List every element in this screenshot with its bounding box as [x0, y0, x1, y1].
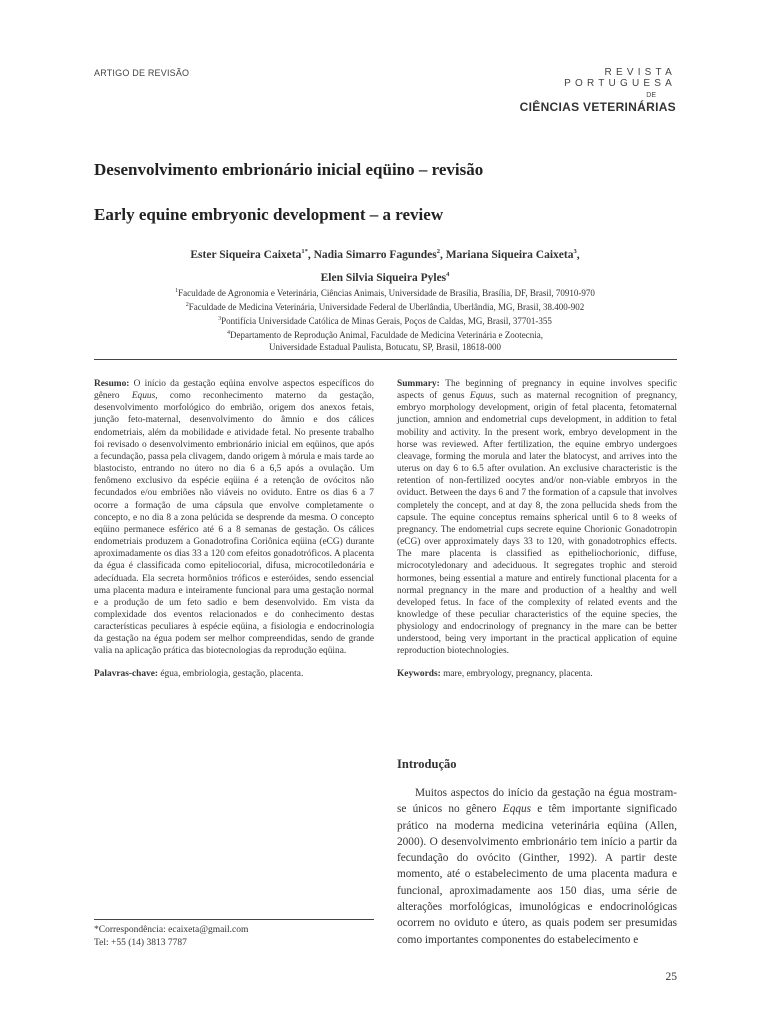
- genus-name: Eqqus: [502, 803, 532, 816]
- keywords-text: mare, embryology, pregnancy, placenta.: [440, 668, 593, 679]
- affiliation-text: Universidade Estadual Paulista, Botucatu, SP, Brasil, 18618-000: [269, 342, 501, 352]
- summary-text: , such as maternal recognition of pregnancy, embryo morphology development, origin of fetal placenta, fetomaternal junction, amnion and endometrial cups development, in addition to fetal mobility and activity. In the present work, embryo development in the horse was reviewed. After fertilization, the equine embryo undergoes cleavage, forming the morula and later the blatocyst, and arrives into the uterus on day 6 to 6.5 after ovulation. An exclusive characteristic is the retention of non-fertilized oocytes and/or non-viable embryos in the oviduct. Between the days 6 and 7 the formation of a capsule that involves completely the concept, and at day 8, the zona pellucida sheds from the capsule. The equine conceptus remains spherical until 6 to 8 weeks of pregnancy. The endometrial cups secrete equine Chorionic Gonadotropin (eCG) over approximately days 33 to 120, with gonadotrophics effects. The mare placenta is classified as epitheliochorionic, diffuse, microcotyledonary and adeciduous. It segregates trophic and steroid hormones, being essential a mature and entirely functional placenta for a normal pregnancy in the mare and production of a healthy and well developed fetus. In face of the complexity of related events and the knowledge of these peculiar characteristics of the equine species, the physiology and endocrinology of pregnancy in the mare can be better understood, being very important in the practical application of equine reproduction biotechnologies.: [397, 391, 677, 657]
- article-title-english: Early equine embryonic development – a review: [94, 205, 444, 224]
- affiliation-text: Faculdade de Agronomia e Veterinária, Ciências Animais, Universidade de Brasília, Brasília, DF, Brasil, 70910-970: [178, 288, 595, 298]
- author-line-1: [94, 242, 676, 265]
- journal-title-line1: REVISTA PORTUGUESA: [564, 67, 676, 89]
- abstract-portuguese: [94, 378, 374, 680]
- author-affiliation-mark: 4: [446, 270, 450, 278]
- summary-text: The beginning of pregnancy in equine involves specific aspects of genus: [397, 379, 677, 402]
- correspondence-email: *Correspondência: ecaixeta@gmail.com: [94, 925, 249, 935]
- correspondence-phone: Tel: +55 (14) 3813 7787: [94, 937, 187, 948]
- affiliation-number: 4: [227, 330, 231, 336]
- summary-body: [397, 378, 677, 658]
- affiliation-number: 3: [218, 316, 222, 322]
- genus-name: Equus: [131, 391, 156, 402]
- author-list: [94, 242, 676, 288]
- affiliation-line: [94, 299, 676, 313]
- abstract-body: [94, 378, 374, 658]
- author-name: , Mariana Siqueira Caixeta: [439, 248, 574, 261]
- affiliation-line: [94, 285, 676, 299]
- abstract-text: O início da gestação eqüina envolve aspectos específicos do gênero: [94, 379, 374, 402]
- abstract-label: Resumo:: [94, 379, 130, 389]
- affiliation-list: [94, 285, 676, 353]
- affiliation-number: 2: [185, 302, 189, 308]
- affiliation-line: [94, 313, 676, 327]
- summary-label: Summary:: [397, 379, 440, 389]
- author-affiliation-mark: 1*: [301, 248, 308, 255]
- author-name: Ester Siqueira Caixeta: [190, 248, 302, 261]
- affiliation-text: Departamento de Reprodução Animal, Faculdade de Medicina Veterinária e Zootecnia,: [230, 330, 543, 340]
- header-divider: [94, 359, 677, 360]
- section-heading-introducao: Introdução: [397, 757, 457, 771]
- abstract-text: , como reconhecimento materno da gestação, desenvolvimento morfológico do embrião, origem dos anexos fetais, junção feto-maternal, desenvolvimento do âmnio e dos cálices endometriais, além da mobilidade e atividade fetal. No presente trabalho foi revisado o desenvolvimento embrionário inicial em eqüinos, que após a fecundação, passa pela clivagem, dando origem à mórula e mais tarde ao blastocisto, entrando no útero no dia 6 a 6,5 após a ovulação. Um fenômeno exclusivo da espécie eqüina é a retenção de ovócitos não fecundados e/ou embriões não viáveis no oviduto. Entre os dias 6 a 7 ocorre a formação de uma cápsula que envolve completamente o concepto, e no dia 8 a zona pelúcida se desprende da mesma. O concepto eqüino permanece esférico até 6 a 8 semanas de gestação. Os cálices endometriais produzem a Gonadotrofina Coriônica eqüina (eCG) durante aproximadamente os dias 33 a 120 com efeitos gonadotróficos. A placenta da égua é classificada como epiteliocorial, difusa, microcotiledonária e adecíduada. Ela secreta hormônios tróficos e esteróides, sendo essencial uma placenta madura e inteiramente funcional para uma gestação normal e a produção de um feto sadio e bem desenvolvido. Em vista da complexidade dos eventos relacionados e do conhecimento destas características peculiares à espécie eqüina, a fisiologia e endocrinologia da gestação na égua podem ser melhor compreendidas, sendo de grande valia na aplicação prática das biotecnologias da reprodução eqüina.: [94, 391, 374, 657]
- page-number: 25: [665, 971, 677, 983]
- correspondence-footnote: [94, 924, 248, 949]
- author-affiliation-mark: 3: [573, 248, 577, 255]
- journal-title-de: DE: [646, 92, 656, 99]
- keywords-english: [397, 668, 677, 680]
- article-title-portuguese: Desenvolvimento embrionário inicial eqüino – revisão: [94, 160, 484, 179]
- affiliation-line: [94, 327, 676, 341]
- introduction-paragraph: [397, 785, 677, 948]
- intro-text: e têm importante significado prático na moderna medicina veterinária eqüina (Allen, 2000). O desenvolvimento embrionário tem início a partir da fecundação do ovócito (Ginther, 1992). A partir deste momento, até o estabelecimento de uma placenta madura e funcional, aproximadamente aos 150 dias, uma série de alterações morfológicas, imunológicas e endocrinológicas ocorrem no oviduto e útero, as quais podem ser presumidas como importantes componentes do estabelecimento e: [397, 803, 677, 946]
- author-name: Elen Silvia Siqueira Pyles: [320, 271, 447, 284]
- abstract-english: [397, 378, 677, 680]
- footnote-divider: [94, 919, 374, 920]
- author-separator: ,: [576, 248, 580, 261]
- keywords-label: Keywords:: [397, 668, 441, 679]
- affiliation-text: Pontifícia Universidade Católica de Minas Gerais, Poços de Caldas, MG, Brasil, 37701-355: [221, 316, 552, 326]
- keywords-text: égua, embriologia, gestação, placenta.: [158, 668, 304, 679]
- journal-title-line2: CIÊNCIAS VETERINÁRIAS: [519, 100, 676, 114]
- author-affiliation-mark: 2: [436, 248, 440, 255]
- keywords-label: Palavras-chave:: [94, 668, 159, 679]
- intro-text: Muitos aspectos do início da gestação na égua mostram-se únicos no gênero: [397, 787, 677, 816]
- journal-title: [490, 67, 676, 114]
- affiliation-text: Faculdade de Medicina Veterinária, Universidade Federal de Uberlândia, Uberlândia, MG, Brasil, 38.400-902: [188, 302, 585, 312]
- author-name: , Nadia Simarro Fagundes: [307, 248, 437, 261]
- keywords-portuguese: [94, 668, 374, 680]
- affiliation-line: [94, 341, 676, 353]
- genus-name: Equus: [469, 391, 494, 402]
- affiliation-number: 1: [175, 288, 179, 294]
- section-label: ARTIGO DE REVISÃO: [94, 68, 190, 78]
